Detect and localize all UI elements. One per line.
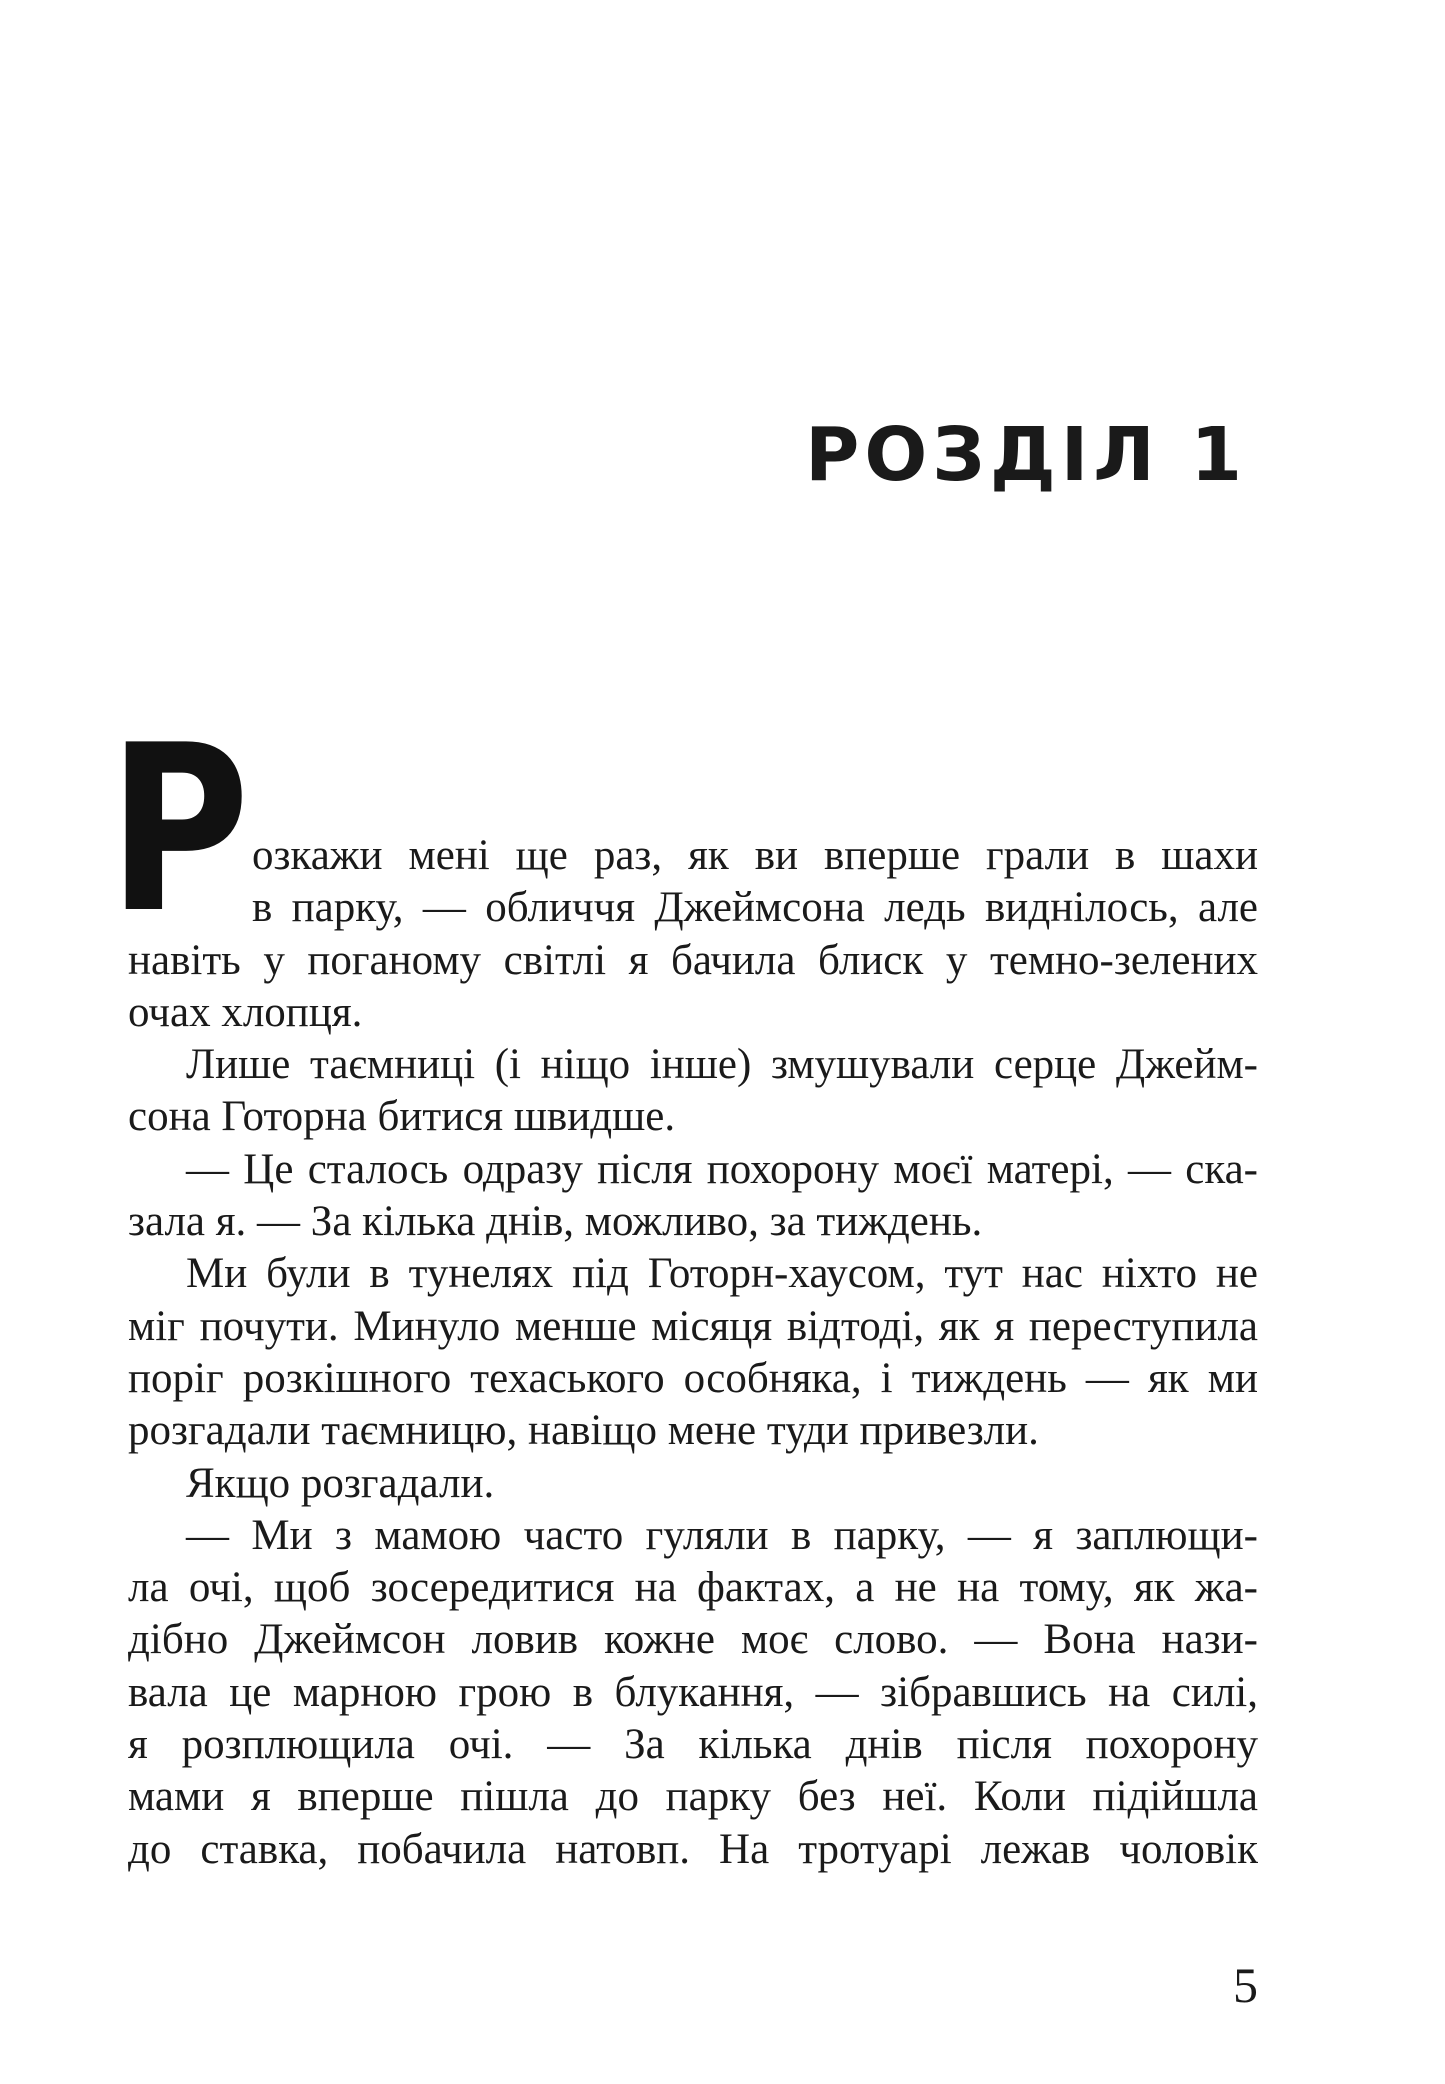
text-line: Лише таємниці (і ніщо інше) змушували серце Джейм- (186, 1041, 1258, 1089)
text-line: поріг розкішного техаського особняка, і тиждень — як ми (128, 1354, 1258, 1402)
text-line: озкажи мені ще раз, як ви вперше грали в шахи (252, 832, 1258, 879)
text-line: я розплющила очі. — За кілька днів після похорону (128, 1721, 1258, 1769)
text-line: міг почути. Минуло менше місяця відтоді, як я переступила (128, 1302, 1258, 1350)
text-line: Ми були в тунелях під Готорн-хаусом, тут нас ніхто не (186, 1250, 1258, 1298)
page-number: 5 (1233, 1957, 1258, 2013)
paragraph (128, 1039, 1258, 1144)
paragraphs (128, 830, 1258, 1876)
text-line: Якщо розгадали. (186, 1459, 495, 1507)
text-line: очах хлопця. (128, 988, 363, 1036)
text-line: мами я вперше пішла до парку без неї. Коли підійшла (128, 1773, 1258, 1821)
chapter-title: РОЗДІЛ 1 (805, 412, 1247, 498)
text-line: — Це сталось одразу після похорону моєї матері, — ска- (186, 1145, 1258, 1193)
text-line: вала це марною грою в блукання, — зібравшись на силі, (128, 1668, 1258, 1716)
text-line: в парку, — обличчя Джеймсона ледь виднілось, але (252, 884, 1258, 932)
text-line: сона Готорна битися швидше. (128, 1093, 676, 1141)
text-line: навіть у поганому світлі я бачила блиск у темно-зелених (128, 936, 1258, 984)
text-line: ла очі, щоб зосередитися на фактах, а не на тому, як жа- (128, 1564, 1258, 1612)
text-line: розгадали таємницю, навіщо мене туди привезли. (128, 1407, 1039, 1455)
paragraph (128, 1144, 1258, 1249)
paragraph (128, 1248, 1258, 1457)
paragraph (128, 830, 1258, 1039)
text-line: до ставка, побачила натовп. На тротуарі лежав чоловік (128, 1825, 1258, 1873)
body-text (108, 697, 1258, 1876)
text-line: зала я. — За кілька днів, можливо, за тиждень. (128, 1198, 983, 1246)
text-line: — Ми з мамою часто гуляли в парку, — я заплющи- (186, 1511, 1258, 1559)
drop-cap-letter: Р (108, 697, 250, 964)
paragraph (128, 1510, 1258, 1876)
text-line: дібно Джеймсон ловив кожне моє слово. — Вона нази- (128, 1616, 1258, 1664)
paragraph (128, 1458, 1258, 1510)
